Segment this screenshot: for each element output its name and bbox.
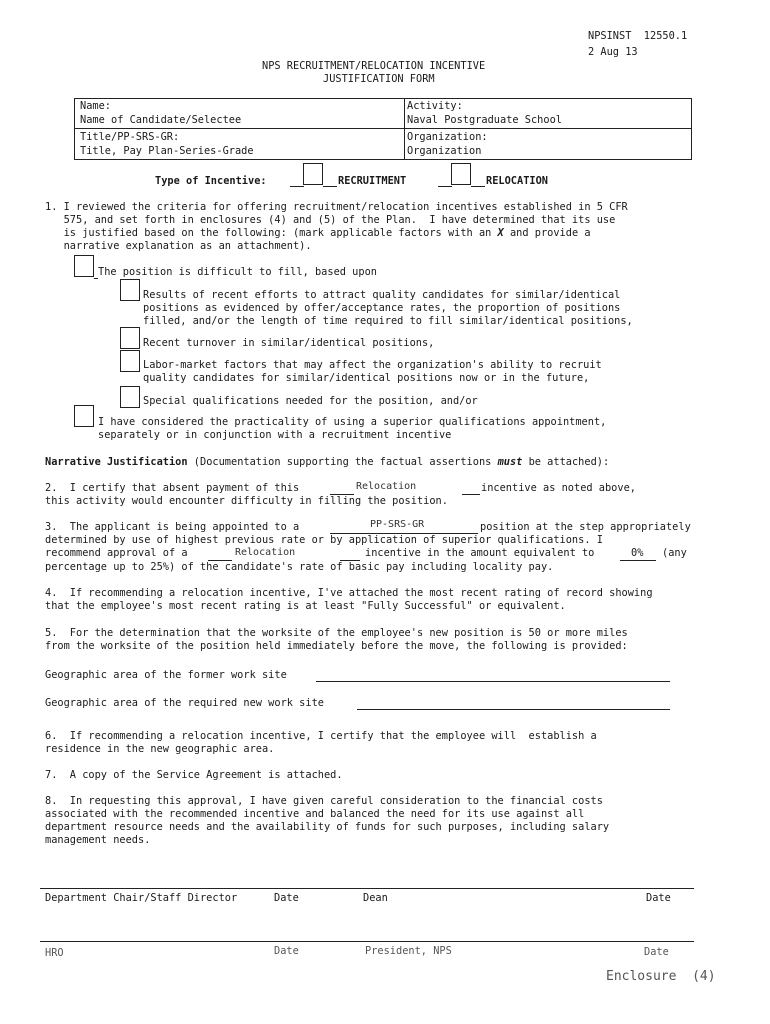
section7-line1: 7. A copy of the Service Agreement is attached.	[45, 769, 343, 781]
section1-line3	[45, 227, 591, 240]
results-checkbox[interactable]	[120, 279, 140, 301]
section2-line2: this activity would encounter difficulty in filling the position.	[45, 495, 448, 507]
results-line1: Results of recent efforts to attract quality candidates for similar/identical	[143, 289, 621, 301]
form-title-line1: NPS RECRUITMENT/RELOCATION INCENTIVE	[262, 60, 486, 72]
section6-line1: 6. If recommending a relocation incentive, I certify that the employee will establish a	[45, 730, 597, 742]
narrative-must: must	[497, 456, 523, 468]
narrative-text-a: (Documentation supporting the factual assertions	[187, 456, 498, 468]
activity-label: Activity:	[407, 100, 463, 112]
signature-line-1[interactable]	[40, 888, 694, 889]
activity-field[interactable]: Naval Postgraduate School	[407, 114, 562, 126]
special-qualifications-checkbox[interactable]	[120, 386, 140, 408]
former-worksite-field[interactable]	[316, 667, 670, 682]
document-date: 2 Aug 13	[588, 46, 638, 58]
labor-market-line2: quality candidates for similar/identical positions now or in the future,	[143, 372, 590, 384]
section8-line3: department resource needs and the availability of funds for such purposes, including salary	[45, 821, 610, 833]
dept-chair-label: Department Chair/Staff Director	[45, 892, 238, 904]
date-label-4: Date	[644, 946, 669, 958]
section3-incentive-field[interactable]: Relocation	[235, 547, 296, 558]
president-label: President, NPS	[365, 945, 452, 957]
section5-line2: from the worksite of the position held immediately before the move, the following is provided:	[45, 640, 628, 652]
section3-line3-mid: incentive in the amount equivalent to	[365, 547, 601, 559]
relocation-label: RELOCATION	[486, 175, 548, 187]
superior-line1: I have considered the practicality of using a superior qualifications appointment,	[98, 416, 607, 428]
relocation-checkbox[interactable]	[451, 163, 471, 185]
narrative-justification	[45, 456, 609, 469]
section1-line3-end: and provide a	[503, 227, 591, 239]
section2-line1-end: incentive as noted above,	[481, 482, 636, 494]
section3-blank-right	[340, 546, 360, 561]
section2-incentive-field[interactable]: Relocation	[356, 481, 417, 492]
turnover-text: Recent turnover in similar/identical positions,	[143, 337, 435, 349]
section2-blank-left	[330, 480, 354, 495]
mark-x: X	[497, 227, 504, 239]
date-label-1: Date	[274, 892, 299, 904]
enclosure-label: Enclosure (4)	[606, 969, 716, 984]
turnover-checkbox[interactable]	[120, 327, 140, 349]
narrative-text-b: be attached):	[522, 456, 610, 468]
labor-market-line1: Labor-market factors that may affect the organization's ability to recruit	[143, 359, 602, 371]
section3-percent-field[interactable]: 0%	[631, 547, 644, 559]
section3-blank-left	[208, 546, 232, 561]
superior-line2: separately or in conjunction with a recruitment incentive	[98, 429, 452, 441]
section1-line3-text: is justified based on the following: (mark applicable factors with an	[45, 227, 498, 239]
title-field[interactable]: Title, Pay Plan-Series-Grade	[80, 145, 254, 157]
section4-line2: that the employee's most recent rating is at least "Fully Successful" or equivalent.	[45, 600, 566, 612]
form-title-line2: JUSTIFICATION FORM	[323, 73, 435, 85]
title-label: Title/PP-SRS-GR:	[80, 131, 180, 143]
special-qualifications-text: Special qualifications needed for the position, and/or	[143, 395, 478, 407]
section1-line2: 575, and set forth in enclosures (4) and (5) of the Plan. I have determined that its use	[45, 214, 616, 226]
dean-label: Dean	[363, 892, 388, 904]
section3-line4: percentage up to 25%) of the candidate's rate of basic pay including locality pay.	[45, 561, 554, 573]
relocation-underline-left	[438, 172, 452, 187]
labor-market-checkbox[interactable]	[120, 350, 140, 372]
results-line3: filled, and/or the length of time required to fill similar/identical positions,	[143, 315, 633, 327]
section1-line1: 1. I reviewed the criteria for offering recruitment/relocation incentives established in 5 CFR	[45, 201, 628, 213]
section2-line1-start: 2. I certify that absent payment of this	[45, 482, 306, 494]
organization-label: Organization:	[407, 131, 488, 143]
document-id: NPSINST 12550.1	[588, 30, 688, 42]
difficult-to-fill-text: The position is difficult to fill, based upon	[98, 266, 377, 278]
name-label: Name:	[80, 100, 111, 112]
recruitment-checkbox[interactable]	[303, 163, 323, 185]
results-line2: positions as evidenced by offer/acceptance rates, the proportion of positions	[143, 302, 621, 314]
recruitment-underline-left	[290, 172, 304, 187]
section4-line1: 4. If recommending a relocation incentive, I've attached the most recent rating of record showing	[45, 587, 653, 599]
section3-line1-end: position at the step appropriately	[480, 521, 691, 533]
new-worksite-label: Geographic area of the required new work site	[45, 697, 331, 709]
incentive-type-label: Type of Incentive:	[155, 175, 267, 187]
narrative-label: Narrative Justification	[45, 456, 188, 468]
section8-line1: 8. In requesting this approval, I have given careful consideration to the financial costs	[45, 795, 603, 807]
recruitment-label: RECRUITMENT	[338, 175, 407, 187]
section3-line2: determined by use of highest previous rate or by application of superior qualifications. I	[45, 534, 603, 546]
difficult-to-fill-checkbox[interactable]	[74, 255, 94, 277]
section3-line3-end: (any	[662, 547, 687, 559]
section3-line1-start: 3. The applicant is being appointed to a	[45, 521, 300, 533]
signature-line-2[interactable]	[40, 941, 694, 942]
section8-line4: management needs.	[45, 834, 151, 846]
section5-line1: 5. For the determination that the worksite of the employee's new position is 50 or more miles	[45, 627, 628, 639]
new-worksite-field[interactable]	[357, 695, 670, 710]
date-label-2: Date	[646, 892, 671, 904]
name-field[interactable]: Name of Candidate/Selectee	[80, 114, 242, 126]
section1-line4: narrative explanation as an attachment).	[45, 240, 312, 252]
section3-pp-srs-gr-field[interactable]: PP-SRS-GR	[370, 519, 425, 530]
hro-label: HRO	[45, 947, 64, 959]
section3-line3-start: recommend approval of a	[45, 547, 194, 559]
recruitment-underline-right	[323, 172, 337, 187]
date-label-3: Date	[274, 945, 299, 957]
organization-field[interactable]: Organization	[407, 145, 482, 157]
section2-blank-right	[462, 480, 480, 495]
relocation-underline-right	[471, 172, 485, 187]
superior-qualifications-checkbox[interactable]	[74, 405, 94, 427]
former-worksite-label: Geographic area of the former work site	[45, 669, 293, 681]
section8-line2: associated with the recommended incentive and balanced the need for its use against all	[45, 808, 585, 820]
section6-line2: residence in the new geographic area.	[45, 743, 275, 755]
